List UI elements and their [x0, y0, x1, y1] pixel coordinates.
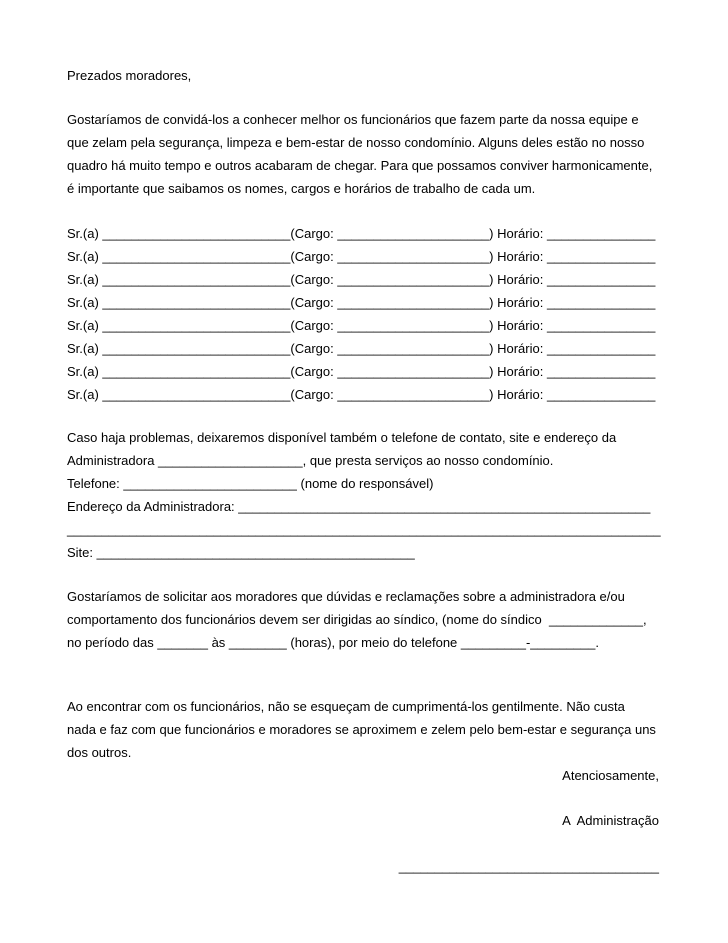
greeting: Prezados moradores,: [67, 68, 192, 83]
signoff: Atenciosamente,: [562, 768, 659, 783]
staff-row: Sr.(a) __________________________(Cargo: _____________________) Horário: _______________: [67, 295, 656, 310]
staff-row: Sr.(a) __________________________(Cargo: _____________________) Horário: _______________: [67, 341, 656, 356]
admin-line: Caso haja problemas, deixaremos disponível também o telefone de contato, site e endereço da: [67, 430, 617, 445]
closing-line: Ao encontrar com os funcionários, não se esqueçam de cumprimentá-los gentilmente. Não custa: [67, 699, 625, 714]
intro-line: é importante que saibamos os nomes, cargos e horários de trabalho de cada um.: [67, 181, 536, 196]
closing-line: dos outros.: [67, 745, 132, 760]
signature-line: ____________________________________: [398, 859, 659, 874]
request-line: Gostaríamos de solicitar aos moradores que dúvidas e reclamações sobre a administradora e/ou: [67, 589, 625, 604]
admin-line: Administradora ____________________, que presta serviços ao nosso condomínio.: [67, 453, 554, 468]
admin-line: Telefone: ________________________ (nome do responsável): [67, 476, 434, 491]
closing-line: nada e faz com que funcionários e moradores se aproximem e zelem pelo bem-estar e segurança uns: [67, 722, 656, 737]
intro-line: Gostaríamos de convidá-los a conhecer melhor os funcionários que fazem parte da nossa equipe e: [67, 112, 639, 127]
admin-line: Endereço da Administradora: _________________________________________________________: [67, 499, 651, 514]
intro-line: quadro há muito tempo e outros acabaram de chegar. Para que possamos conviver harmonicamente,: [67, 158, 653, 173]
admin-line: Site: ____________________________________________: [67, 545, 415, 560]
request-line: no período das _______ às ________ (horas), por meio do telefone _________-_________.: [67, 635, 599, 650]
staff-row: Sr.(a) __________________________(Cargo: _____________________) Horário: _______________: [67, 226, 656, 241]
signature-name: A Administração: [562, 813, 659, 828]
staff-row: Sr.(a) __________________________(Cargo: _____________________) Horário: _______________: [67, 272, 656, 287]
staff-row: Sr.(a) __________________________(Cargo: _____________________) Horário: _______________: [67, 318, 656, 333]
intro-line: que zelam pela segurança, limpeza e bem-estar de nosso condomínio. Alguns deles estão no nosso: [67, 135, 645, 150]
request-line: comportamento dos funcionários devem ser dirigidas ao síndico, (nome do síndico _____________,: [67, 612, 647, 627]
staff-row: Sr.(a) __________________________(Cargo: _____________________) Horário: _______________: [67, 364, 656, 379]
staff-row: Sr.(a) __________________________(Cargo: _____________________) Horário: _______________: [67, 249, 656, 264]
staff-row: Sr.(a) __________________________(Cargo: _____________________) Horário: _______________: [67, 387, 656, 402]
admin-line: _____________________________________________________________________________________: [67, 522, 661, 537]
